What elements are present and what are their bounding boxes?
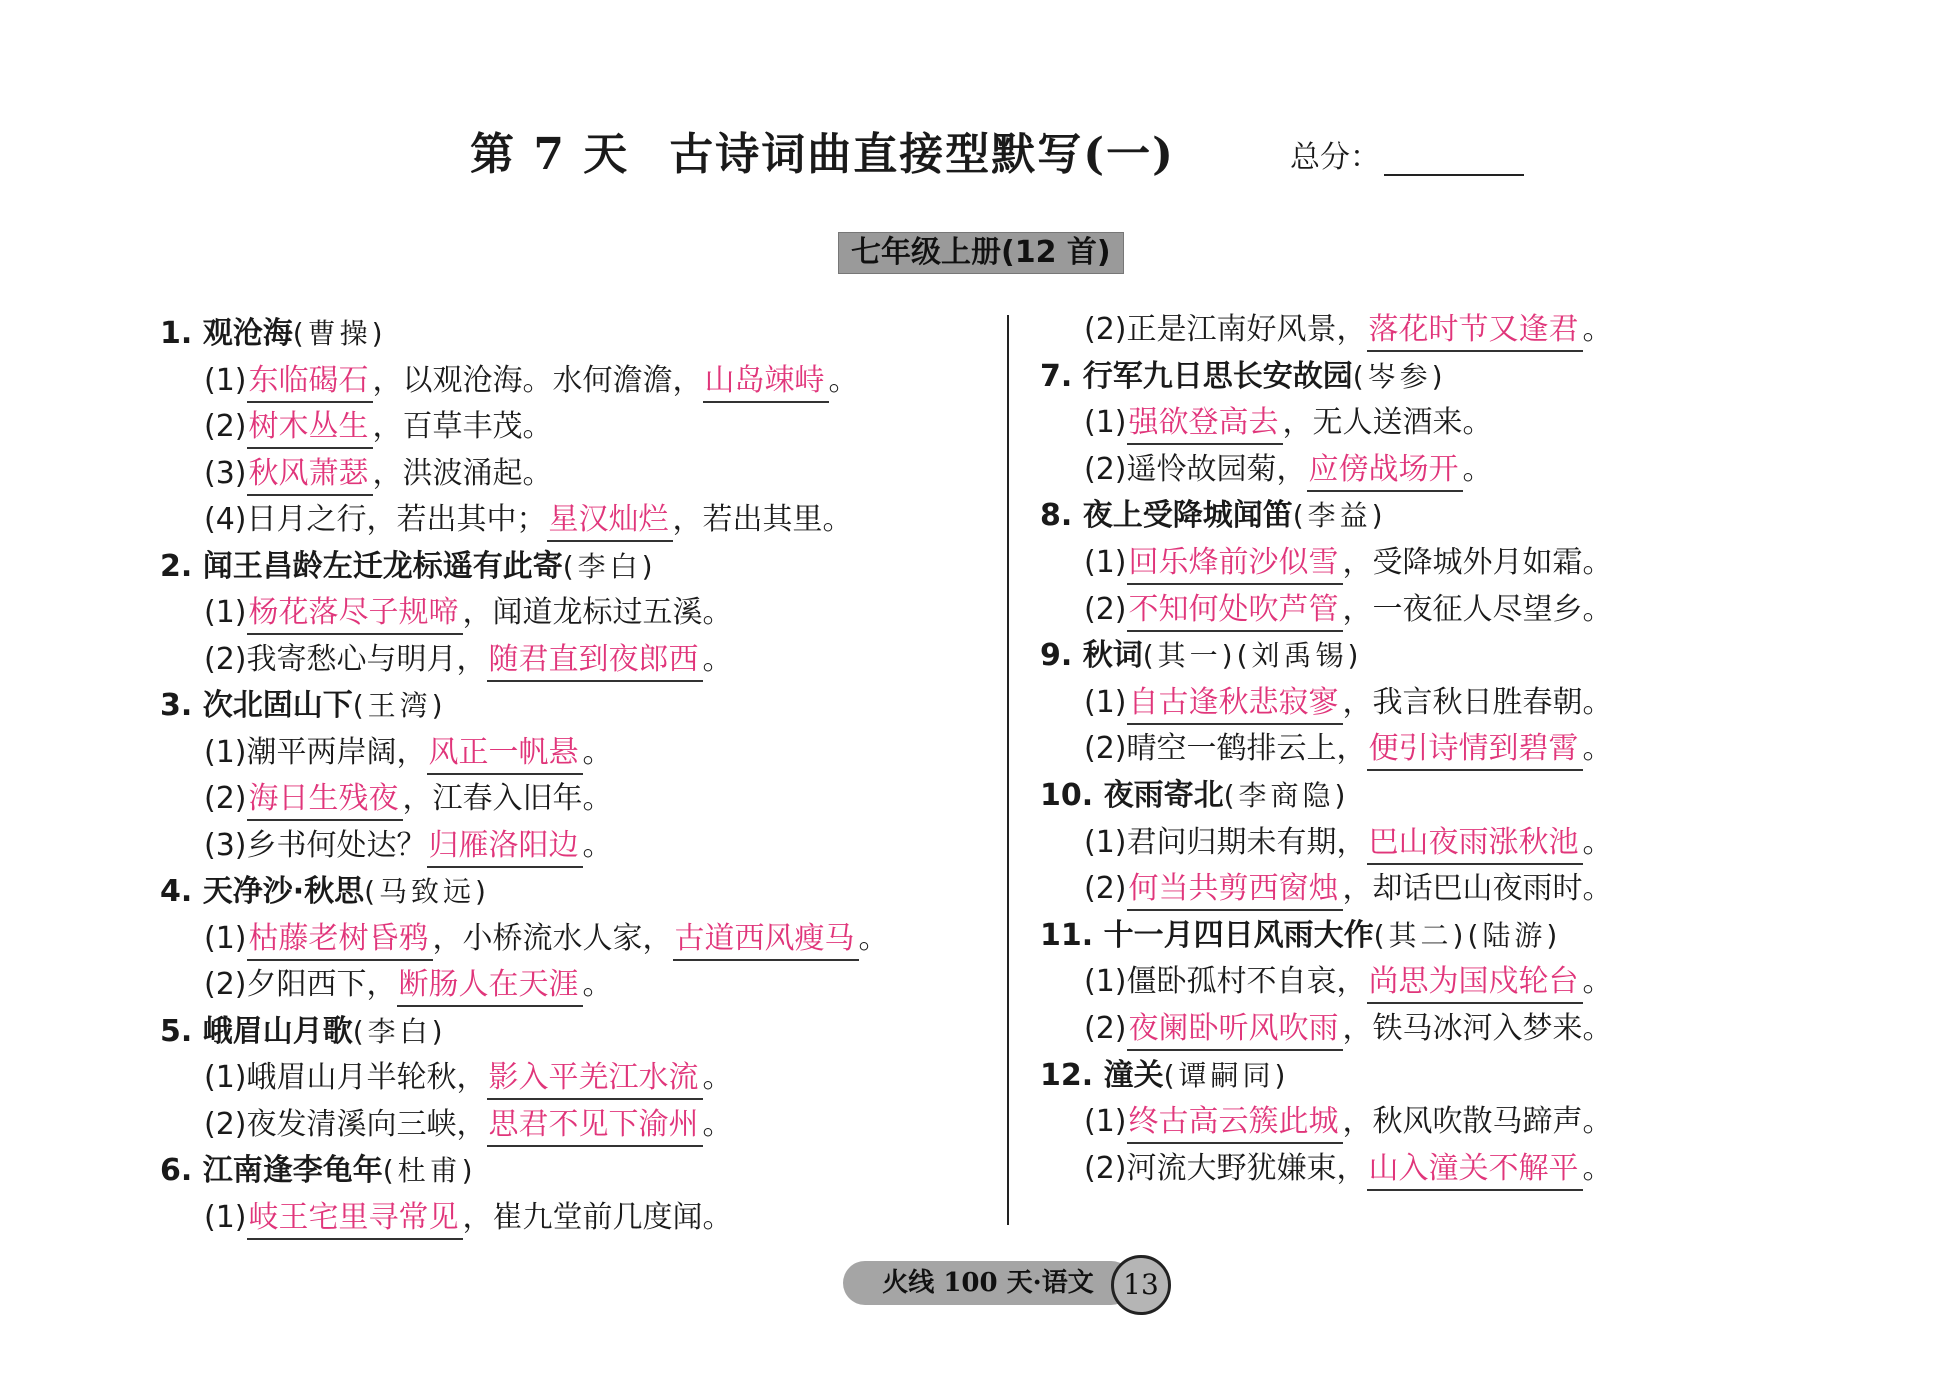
poem-question-line bbox=[160, 640, 733, 680]
answer-text: 回乐烽前沙似雪 bbox=[1127, 545, 1343, 585]
answer-text: 何当共剪西窗烛 bbox=[1127, 871, 1343, 911]
title-text: 古诗词曲直接型默写(一) bbox=[669, 129, 1175, 180]
poem-heading bbox=[1040, 496, 1387, 536]
answer-text: 山岛竦峙 bbox=[703, 363, 829, 403]
poem-number: 6. bbox=[160, 1153, 203, 1188]
poem-author: (其二)(陆游) bbox=[1373, 918, 1562, 952]
page-title bbox=[470, 118, 1175, 182]
poem-question-line bbox=[160, 919, 889, 959]
poem-question-line bbox=[1040, 1009, 1613, 1049]
poem-question-line bbox=[160, 361, 859, 401]
poem-question-line bbox=[1040, 823, 1613, 863]
question-text: (2) bbox=[1084, 591, 1127, 627]
answer-text: 尚思为国戍轮台 bbox=[1367, 964, 1583, 1004]
poem-question-line bbox=[1040, 729, 1613, 769]
question-text: (2)我寄愁心与明月， bbox=[204, 641, 487, 677]
answer-text: 枯藤老树昏鸦 bbox=[247, 921, 433, 961]
question-text: (1)峨眉山月半轮秋， bbox=[204, 1060, 487, 1095]
answer-text: 不知何处吹芦管 bbox=[1127, 592, 1343, 632]
answer-text: 落花时节又逢君 bbox=[1367, 312, 1583, 352]
question-text: (2)遥怜故园菊， bbox=[1084, 451, 1307, 487]
question-text: ，秋风吹散马蹄声。 bbox=[1342, 1104, 1613, 1140]
poem-number: 2. bbox=[160, 548, 203, 584]
poem-question-line bbox=[1040, 683, 1613, 723]
poem-number: 3. bbox=[160, 688, 203, 723]
question-text: 。 bbox=[828, 362, 859, 398]
answer-text: 海日生残夜 bbox=[247, 781, 403, 821]
answer-text: 岐王宅里寻常见 bbox=[247, 1200, 463, 1240]
poem-heading bbox=[160, 314, 387, 354]
poem-title: 夜上受降城闻笛 bbox=[1082, 498, 1293, 534]
poem-heading bbox=[160, 1012, 447, 1052]
question-text: ，百草丰茂。 bbox=[372, 409, 553, 444]
question-text: 。 bbox=[702, 1106, 733, 1142]
day-label: 第 7 天 bbox=[470, 129, 630, 180]
poem-title: 行军九日思长安故园 bbox=[1082, 358, 1353, 394]
poem-question-line bbox=[1040, 962, 1613, 1002]
answer-text: 古道西风瘦马 bbox=[673, 921, 859, 961]
answer-text: 应傍战场开 bbox=[1307, 452, 1463, 492]
question-text: 。 bbox=[582, 827, 613, 863]
book-label: 火线 100 天·语文 bbox=[843, 1261, 1133, 1305]
poem-question-line bbox=[160, 733, 613, 773]
poem-number: 7. bbox=[1040, 358, 1083, 394]
question-text: 。 bbox=[582, 734, 613, 770]
poem-author: (杜甫) bbox=[382, 1154, 477, 1187]
score-label: 总分： bbox=[1290, 140, 1380, 175]
answer-text: 强欲登高去 bbox=[1127, 405, 1283, 445]
question-text: (1) bbox=[1084, 684, 1127, 720]
poem-heading bbox=[1040, 916, 1561, 956]
question-text: 。 bbox=[1582, 1150, 1613, 1186]
question-text: 。 bbox=[1462, 451, 1493, 487]
poem-question-line bbox=[160, 454, 553, 494]
answer-text: 思君不见下渝州 bbox=[487, 1107, 703, 1147]
poem-question-line bbox=[160, 593, 733, 633]
question-text: (1) bbox=[204, 920, 247, 956]
poem-title: 十一月四日风雨大作 bbox=[1103, 917, 1374, 953]
poem-title: 天净沙·秋思 bbox=[202, 874, 365, 909]
question-text: ，小桥流水人家， bbox=[432, 920, 673, 956]
poem-question-line bbox=[160, 1198, 733, 1238]
score-field bbox=[1290, 132, 1524, 176]
question-text: ，江春入旧年。 bbox=[402, 781, 613, 816]
answer-text: 东临碣石 bbox=[247, 363, 373, 403]
answer-text: 风正一帆悬 bbox=[427, 735, 583, 775]
question-text: (1)君问归期未有期， bbox=[1084, 824, 1367, 860]
poem-author: (李白) bbox=[562, 549, 657, 583]
poem-question-line bbox=[1040, 310, 1613, 350]
question-text: (2) bbox=[1084, 1011, 1127, 1046]
poem-question-line bbox=[1040, 1149, 1613, 1189]
question-text: (1) bbox=[204, 595, 247, 630]
question-text: (1) bbox=[204, 1199, 247, 1235]
question-text: (2) bbox=[1084, 871, 1127, 907]
poem-heading bbox=[1040, 636, 1362, 676]
question-text: (1) bbox=[204, 362, 247, 398]
answer-text: 影入平羌江水流 bbox=[487, 1060, 703, 1100]
answer-text: 归雁洛阳边 bbox=[427, 828, 583, 868]
answer-text: 树木丛生 bbox=[247, 409, 373, 449]
question-text: 。 bbox=[582, 967, 613, 1002]
question-text: 。 bbox=[702, 1060, 733, 1095]
question-text: ，我言秋日胜春朝。 bbox=[1342, 684, 1613, 720]
poem-heading bbox=[160, 872, 490, 912]
poem-author: (李白) bbox=[352, 1014, 447, 1048]
score-blank[interactable] bbox=[1384, 146, 1524, 176]
poem-question-line bbox=[160, 779, 613, 819]
poem-title: 秋词 bbox=[1082, 638, 1143, 674]
question-text: 。 bbox=[1582, 312, 1613, 347]
poem-title: 闻王昌龄左迁龙标遥有此寄 bbox=[202, 548, 563, 584]
poem-author: (李益) bbox=[1292, 499, 1387, 533]
answer-text: 终古高云簇此城 bbox=[1127, 1104, 1343, 1144]
question-text: (2)夕阳西下， bbox=[204, 967, 397, 1002]
question-text: (2)河流大野犹嫌束， bbox=[1084, 1150, 1367, 1186]
answer-text: 自古逢秋悲寂寥 bbox=[1127, 685, 1343, 725]
poem-title: 观沧海 bbox=[202, 316, 293, 351]
question-text: (1)僵卧孤村不自哀， bbox=[1084, 964, 1367, 1000]
answer-text: 山入潼关不解平 bbox=[1367, 1151, 1583, 1191]
question-text: ，洪波涌起。 bbox=[372, 455, 553, 491]
question-text: 。 bbox=[858, 920, 889, 956]
poem-author: (谭嗣同) bbox=[1163, 1058, 1290, 1092]
question-text: (2) bbox=[204, 409, 247, 444]
question-text: ，以观沧海。水何澹澹， bbox=[372, 362, 703, 398]
poem-question-line bbox=[1040, 450, 1493, 490]
poem-heading bbox=[1040, 1056, 1289, 1096]
poem-heading bbox=[1040, 776, 1349, 816]
question-text: ，若出其里。 bbox=[672, 502, 853, 537]
poem-author: (曹操) bbox=[292, 317, 387, 350]
question-text: (1) bbox=[1084, 1104, 1127, 1140]
answer-text: 星汉灿烂 bbox=[547, 502, 673, 542]
question-text: (2)夜发清溪向三峡， bbox=[204, 1106, 487, 1142]
poem-title: 江南逢李龟年 bbox=[202, 1153, 383, 1188]
question-text: 。 bbox=[702, 641, 733, 677]
poem-question-line bbox=[160, 500, 853, 540]
answer-text: 秋风萧瑟 bbox=[247, 456, 373, 496]
question-text: (3)乡书何处达？ bbox=[204, 827, 427, 863]
poem-question-line bbox=[1040, 1102, 1613, 1142]
question-text: (3) bbox=[204, 455, 247, 491]
question-text: (1)潮平两岸阔， bbox=[204, 734, 427, 770]
question-text: 。 bbox=[1582, 824, 1613, 860]
poem-question-line bbox=[160, 407, 553, 447]
poem-author: (岑参) bbox=[1352, 359, 1447, 393]
question-text: 。 bbox=[1582, 964, 1613, 1000]
question-text: ，一夜征人尽望乡。 bbox=[1342, 591, 1613, 627]
question-text: (1) bbox=[1084, 405, 1127, 441]
poem-number: 11. bbox=[1040, 917, 1104, 953]
poem-question-line bbox=[160, 965, 613, 1005]
poem-question-line bbox=[160, 1105, 733, 1145]
poem-question-line bbox=[160, 1058, 733, 1098]
poem-number: 5. bbox=[160, 1013, 203, 1049]
answer-text: 夜阑卧听风吹雨 bbox=[1127, 1011, 1343, 1051]
question-text: ，闻道龙标过五溪。 bbox=[462, 595, 733, 630]
answer-text: 断肠人在天涯 bbox=[397, 967, 583, 1007]
poem-number: 12. bbox=[1040, 1057, 1104, 1093]
question-text: (2)晴空一鹤排云上， bbox=[1084, 731, 1367, 767]
poem-title: 峨眉山月歌 bbox=[202, 1013, 353, 1049]
poem-author: (李商隐) bbox=[1223, 779, 1350, 812]
question-text: (4)日月之行，若出其中； bbox=[204, 502, 547, 537]
answer-text: 便引诗情到碧霄 bbox=[1367, 731, 1583, 771]
answer-text: 杨花落尽子规啼 bbox=[247, 595, 463, 635]
poem-question-line bbox=[1040, 403, 1493, 443]
question-text: (2)正是江南好风景， bbox=[1084, 312, 1367, 347]
section-banner: 七年级上册(12 首) bbox=[838, 232, 1124, 274]
question-text: ，受降城外月如霜。 bbox=[1342, 545, 1613, 580]
poem-number: 9. bbox=[1040, 638, 1083, 674]
poem-author: (王湾) bbox=[352, 689, 447, 722]
page-footer bbox=[843, 1255, 1173, 1311]
answer-text: 随君直到夜郎西 bbox=[487, 642, 703, 682]
poem-title: 潼关 bbox=[1103, 1057, 1164, 1093]
answer-text: 巴山夜雨涨秋池 bbox=[1367, 825, 1583, 865]
poem-heading bbox=[1040, 357, 1447, 397]
title-row bbox=[0, 118, 1938, 188]
poem-question-line bbox=[1040, 543, 1613, 583]
poem-number: 10. bbox=[1040, 778, 1104, 813]
question-text: ，无人送酒来。 bbox=[1282, 405, 1493, 441]
question-text: (2) bbox=[204, 781, 247, 816]
question-text: ，铁马冰河入梦来。 bbox=[1342, 1011, 1613, 1046]
question-text: (1) bbox=[1084, 545, 1127, 580]
poem-author: (马致远) bbox=[364, 875, 490, 908]
poem-title: 夜雨寄北 bbox=[1103, 778, 1224, 813]
question-text: 。 bbox=[1582, 731, 1613, 767]
poem-heading bbox=[160, 686, 447, 726]
poem-question-line bbox=[1040, 590, 1613, 630]
poem-question-line bbox=[1040, 869, 1613, 909]
poem-number: 4. bbox=[160, 874, 203, 909]
poem-number: 8. bbox=[1040, 498, 1083, 534]
poem-author: (其一)(刘禹锡) bbox=[1142, 639, 1363, 673]
poem-heading bbox=[160, 547, 657, 587]
poem-title: 次北固山下 bbox=[202, 688, 353, 723]
poem-question-line bbox=[160, 826, 613, 866]
poem-number: 1. bbox=[160, 316, 203, 351]
poem-heading bbox=[160, 1151, 477, 1191]
page-number: 13 bbox=[1111, 1255, 1171, 1315]
column-divider bbox=[1007, 315, 1009, 1225]
question-text: ，却话巴山夜雨时。 bbox=[1342, 871, 1613, 907]
question-text: ，崔九堂前几度闻。 bbox=[462, 1199, 733, 1235]
